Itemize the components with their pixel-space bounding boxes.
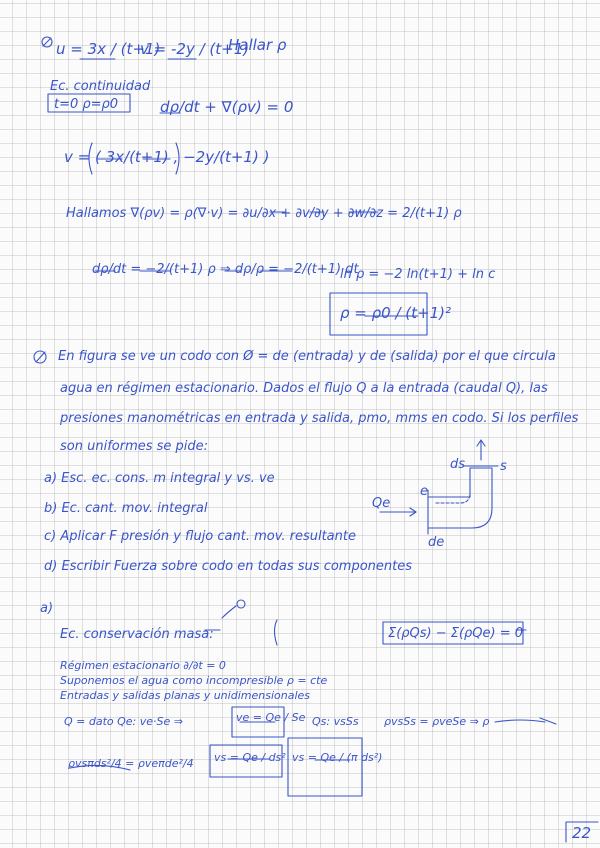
problem1-v: v = -2y / (t+1): [140, 40, 250, 58]
solution-a-text4: Entradas y salidas planas y unidimensionales: [60, 689, 310, 702]
problem2-item-b: b) Ec. cant. mov. integral: [44, 501, 208, 516]
solution-a-text5: Q = dato Qe: ve·Se ⇒: [64, 715, 183, 728]
problem2-item-a: a) Esc. ec. cons. m integral y vs. ve: [44, 471, 275, 486]
solution-a-text1: Ec. conservación masa:: [60, 627, 214, 642]
solution-a-label: a): [40, 601, 54, 616]
problem2-item-c: c) Aplicar F presión y flujo cant. mov. resultante: [44, 529, 356, 544]
problem2-statement-line1: En figura se ve un codo con Ø = de (entrada) y de (salida) por el que circula: [58, 349, 556, 364]
problem1-u: u = 3x / (t+1): [56, 40, 161, 58]
problem2-item-d: d) Escribir Fuerza sobre codo en todas sus componentes: [44, 559, 413, 574]
solution-a-bottom-eq: ρvsπds²/4 = ρveπde²/4: [68, 757, 194, 770]
problem1-vector-v: v = ( 3x/(t+1) , −2y/(t+1) ): [64, 148, 270, 166]
problem1-continuity-label: Ec. continuidad: [50, 79, 151, 94]
solution-a-vs: vs = Qe / ds²: [214, 751, 286, 764]
problem2-statement-line2: agua en régimen estacionario. Dados el flujo Q a la entrada (caudal Q), las: [60, 381, 548, 396]
problem2-statement-line4: son uniformes se pide:: [60, 439, 209, 454]
problem1-calc: Hallamos ∇(ρv) = ρ(∇·v) = ∂u/∂x + ∂v/∂y + ∂w/∂z = 2/(t+1) ρ: [66, 206, 462, 221]
problem1-result: ρ = ρ0 / (t+1)²: [340, 304, 451, 322]
figure-label-e: e: [420, 484, 428, 499]
solution-a-boxed-result: Σ(ρQs) − Σ(ρQe) = 0: [388, 626, 524, 641]
problem2-statement-line3: presiones manométricas en entrada y salida, pmo, mms en codo. Si los perfiles: [60, 411, 579, 426]
figure-label-ds: ds: [450, 457, 466, 472]
problem1-ode: dρ/dt = −2/(t+1) ρ ⇒ dρ/ρ = −2/(t+1) dt: [92, 262, 359, 277]
figure-label-s: s: [500, 459, 507, 474]
figure-label-de: de: [428, 535, 445, 550]
solution-a-vs2: vs = Qe / (π ds²): [292, 751, 383, 764]
solution-a-rho: ρvsSs = ρveSe ⇒ ρ: [384, 715, 490, 728]
solution-a-qs: Qs: vsSs: [312, 715, 359, 728]
problem1-log: ln ρ = −2 ln(t+1) + ln c: [340, 267, 496, 282]
figure-label-qe: Qe: [372, 496, 391, 511]
problem1-continuity-eq: dρ/dt + ∇(ρv) = 0: [160, 98, 294, 116]
solution-a-text3: Suponemos el agua como incompresible ρ = cte: [60, 674, 328, 687]
page-number: 22: [572, 824, 592, 842]
solution-a-ve: ve = Qe / Se: [236, 711, 306, 724]
problem1-init-cond: t=0 ρ=ρ0: [54, 97, 119, 112]
problem1-find: Hallar ρ: [228, 36, 287, 54]
solution-a-text2: Régimen estacionario ∂/∂t = 0: [60, 659, 226, 672]
